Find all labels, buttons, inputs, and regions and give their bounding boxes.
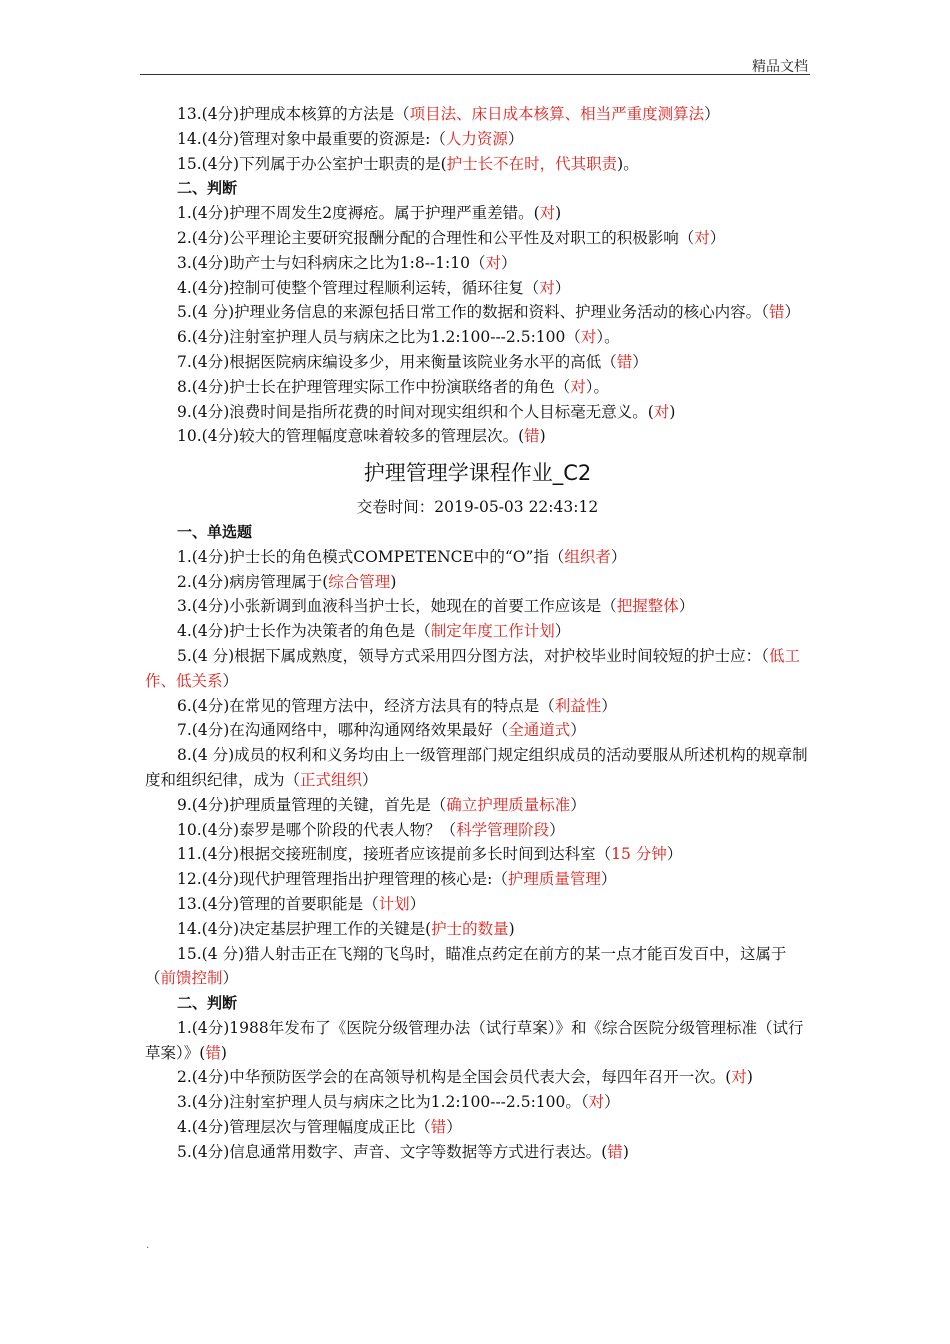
footer-mark: .: [146, 1240, 150, 1251]
answer-text: 对: [731, 1068, 747, 1087]
question-item: [145, 276, 810, 301]
answer-text: 利益性: [554, 696, 602, 715]
question-text: 9.(4分)护理质量管理的关键，首先是（: [177, 795, 447, 814]
section-heading: 二、判断: [177, 179, 238, 198]
question-suffix: ): [390, 572, 397, 591]
question-text: 13.(4分)管理的首要职能是（: [177, 894, 379, 913]
question-text: 13.(4分)护理成本核算的方法是（: [177, 105, 410, 123]
question-text: 3.(4分)注射室护理人员与病床之比为1.2:100---2.5:100。（: [177, 1093, 589, 1112]
question-suffix: ）: [784, 303, 800, 322]
question-suffix: ）: [632, 352, 648, 371]
question-item: [145, 350, 810, 375]
question-text: 8.(4 分)成员的权利和义务均由上一级管理部门规定组织成员的活动要服从所述机构的规章制度和组织纪律，成为（: [145, 746, 808, 789]
answer-text: 错: [616, 352, 633, 371]
answer-text: 护士的数量: [431, 919, 509, 938]
question-suffix: ）: [604, 1093, 620, 1112]
question-item: [145, 818, 810, 843]
question-suffix: ）: [507, 129, 524, 148]
answer-text: 对: [539, 278, 555, 297]
question-suffix: ）: [409, 894, 426, 913]
question-text: 5.(4分)信息通常用数字、声音、文字等数据等方式进行表达。(: [177, 1142, 608, 1161]
question-suffix: )。: [617, 154, 639, 173]
question-list-section1: [145, 102, 810, 176]
answer-text: 人力资源: [445, 129, 508, 148]
answer-text: 把握整体: [616, 597, 679, 616]
question-suffix: ）: [678, 597, 695, 616]
question-item: [145, 694, 810, 719]
question-text: 3.(4分)小张新调到血液科当护士长，她现在的首要工作应该是（: [177, 597, 617, 616]
question-item: [145, 201, 810, 226]
question-item: [145, 743, 810, 793]
question-item: [145, 1090, 810, 1115]
question-text: 15.(4分)下列属于办公室护士职责的是(: [177, 154, 447, 173]
answer-text: 错: [524, 427, 540, 446]
question-item: [145, 892, 810, 917]
question-suffix: ): [508, 919, 515, 938]
question-text: 4.(4分)控制可使整个管理过程顺利运转，循环往复（: [177, 278, 540, 297]
question-text: 5.(4 分)护理业务信息的来源包括日常工作的数据和资料、护理业务活动的核心内容。（: [177, 303, 769, 322]
question-suffix: ): [539, 427, 546, 446]
question-suffix: ）: [362, 770, 378, 789]
question-text: 7.(4分)根据医院病床编设多少，用来衡量该院业务水平的高低（: [177, 352, 617, 371]
answer-text: 对: [570, 377, 586, 396]
question-suffix: ）。: [585, 377, 610, 396]
answer-text: 对: [588, 1093, 605, 1112]
question-suffix: ）: [501, 253, 517, 272]
question-item: [145, 942, 810, 992]
question-suffix: ）: [222, 969, 239, 988]
answer-text: 对: [653, 402, 670, 421]
question-item: [145, 325, 810, 350]
single-choice-list: [145, 545, 810, 991]
header-rule: [140, 74, 810, 75]
question-text: 1.(4分)护士长的角色模式COMPETENCE中的“O”指（: [177, 547, 565, 566]
judge-list-section1: [145, 201, 810, 449]
question-text: 4.(4分)管理层次与管理幅度成正比（: [177, 1118, 431, 1137]
question-suffix: ）: [600, 870, 617, 889]
question-suffix: ): [746, 1068, 753, 1087]
question-text: 5.(4 分)根据下属成熟度，领导方式采用四分图方法，对护校毕业时间较短的护士应：（: [177, 646, 769, 665]
answer-text: 护理质量管理: [507, 870, 601, 889]
answer-text: 全通道式: [508, 721, 571, 740]
question-item: [145, 152, 810, 177]
answer-text: 护士长不在时，代其职责: [446, 154, 618, 173]
header-label: 精品文档: [752, 59, 808, 75]
question-suffix: ）: [222, 671, 239, 690]
question-item: [145, 424, 810, 449]
question-suffix: ): [669, 402, 676, 421]
answer-text: 对: [485, 253, 501, 272]
question-item: [145, 1140, 810, 1165]
question-item: [145, 917, 810, 942]
question-item: [145, 867, 810, 892]
question-suffix: ): [220, 1043, 227, 1062]
question-suffix: ）: [610, 547, 627, 566]
question-text: 3.(4分)助产士与妇科病床之比为1:8--1:10（: [177, 253, 486, 272]
question-suffix: ）: [704, 105, 720, 123]
answer-text: 低工作、低关系: [145, 646, 800, 690]
question-suffix: ): [555, 204, 562, 223]
question-suffix: ）: [554, 622, 571, 641]
question-item: [145, 619, 810, 644]
question-suffix: ）: [554, 278, 571, 297]
question-suffix: ）: [549, 820, 565, 839]
question-item: [145, 842, 810, 867]
question-item: [145, 644, 810, 694]
question-suffix: ）: [570, 721, 586, 740]
question-suffix: ）: [709, 228, 726, 247]
question-text: 14.(4分)管理对象中最重要的资源是:（: [177, 129, 446, 148]
answer-text: 对: [694, 228, 710, 247]
question-item: [145, 127, 810, 152]
question-item: [145, 1065, 810, 1090]
document-body: [145, 102, 810, 1165]
question-item: [145, 545, 810, 570]
question-suffix: ）。: [596, 328, 620, 347]
submit-time: 交卷时间：2019-05-03 22:43:12: [356, 498, 599, 517]
question-text: 2.(4分)中华预防医学会的在高领导机构是全国会员代表大会，每四年召开一次。(: [177, 1068, 732, 1087]
question-text: 9.(4分)浪费时间是指所花费的时间对现实组织和个人目标毫无意义。(: [177, 402, 654, 421]
answer-text: 15 分钟: [611, 845, 667, 864]
question-text: 2.(4分)病房管理属于(: [177, 572, 329, 591]
question-item: [145, 793, 810, 818]
question-item: [145, 570, 810, 595]
document-title: 护理管理学课程作业_C2: [363, 461, 592, 486]
question-text: 8.(4分)护士长在护理管理实际工作中扮演联络者的角色（: [177, 377, 571, 396]
question-item: [145, 102, 810, 127]
section-heading: 一、单选题: [177, 522, 253, 541]
question-item: [145, 226, 810, 251]
question-suffix: ）: [666, 845, 683, 864]
question-item: [145, 1016, 810, 1066]
question-text: 11.(4分)根据交接班制度，接班者应该提前多长时间到达科室（: [177, 845, 612, 864]
question-suffix: ): [622, 1142, 629, 1161]
question-item: [145, 594, 810, 619]
question-text: 6.(4分)在常见的管理方法中，经济方法具有的特点是（: [177, 696, 555, 715]
question-text: 6.(4分)注射室护理人员与病床之比为1.2:100---2.5:100（: [177, 328, 581, 347]
question-item: [145, 400, 810, 425]
answer-text: 正式组织: [300, 770, 363, 789]
question-text: 2.(4分)公平理论主要研究报酬分配的合理性和公平性及对职工的积极影响（: [177, 228, 695, 247]
answer-text: 错: [430, 1118, 447, 1137]
question-text: 12.(4分)现代护理管理指出护理管理的核心是:（: [177, 870, 508, 889]
question-text: 10.(4分)泰罗是哪个阶段的代表人物？（: [177, 820, 457, 839]
answer-text: 错: [768, 303, 785, 322]
answer-text: 组织者: [564, 547, 611, 566]
question-item: [145, 1115, 810, 1140]
answer-text: 错: [607, 1142, 623, 1161]
question-item: [145, 718, 810, 743]
answer-text: 项目法、床日成本核算、相当严重度测算法: [409, 105, 705, 123]
answer-text: 计划: [378, 894, 410, 913]
question-text: 14.(4分)决定基层护理工作的关键是(: [177, 919, 432, 938]
question-text: 10.(4分)较大的管理幅度意味着较多的管理层次。(: [177, 427, 525, 446]
answer-text: 制定年度工作计划: [430, 622, 555, 641]
answer-text: 错: [205, 1043, 221, 1062]
question-item: [145, 375, 810, 400]
answer-text: 综合管理: [328, 572, 391, 591]
answer-text: 科学管理阶段: [456, 820, 550, 839]
question-text: 1.(4分)护理不周发生2度褥疮。属于护理严重差错。(: [177, 204, 540, 223]
judge-list-section2: [145, 1016, 810, 1165]
question-text: 15.(4 分)猎人射击正在飞翔的飞鸟时，瞄准点药定在前方的某一点才能百发百中，这属于（: [145, 944, 787, 988]
answer-text: 对: [539, 204, 556, 223]
question-text: 7.(4分)在沟通网络中，哪种沟通网络效果最好（: [177, 721, 509, 740]
question-item: [145, 300, 810, 325]
answer-text: 对: [580, 328, 597, 347]
question-item: [145, 251, 810, 276]
question-text: 1.(4分)1988年发布了《医院分级管理办法（试行草案）》和《综合医院分级管理标准（试行草案）》(: [145, 1018, 804, 1062]
question-suffix: ）: [601, 696, 617, 715]
section-heading: 二、判断: [177, 994, 238, 1013]
answer-text: 确立护理质量标准: [446, 795, 571, 814]
question-text: 4.(4分)护士长作为决策者的角色是（: [177, 622, 431, 641]
question-suffix: ）: [446, 1118, 462, 1137]
question-suffix: ）: [570, 795, 586, 814]
answer-text: 前馈控制: [160, 969, 223, 988]
